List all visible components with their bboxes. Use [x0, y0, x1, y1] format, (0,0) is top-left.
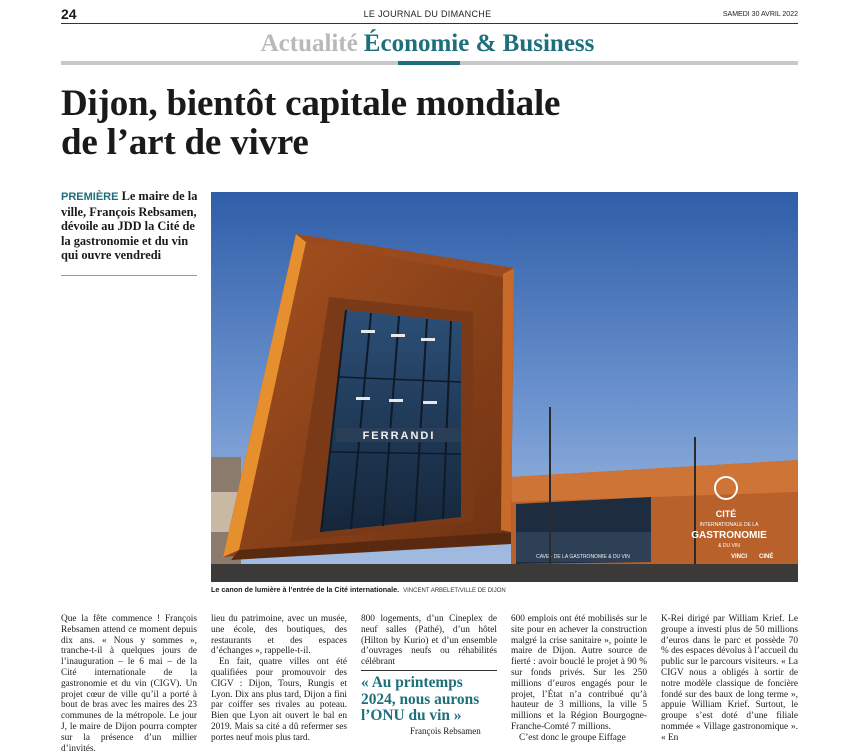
- logo-sign-1: VINCI: [731, 554, 748, 560]
- headline-line-2: de l’art de vivre: [61, 122, 309, 163]
- headline: [61, 84, 781, 162]
- column-4: [511, 614, 647, 743]
- cave-sign: CAVE · DE LA GASTRONOMIE & DU VIN: [536, 554, 630, 560]
- column-4-paragraph-1: 600 emplois ont été mobilisés sur le site pour en achever la construction malgré la crise sanitaire », pointe le maire de Dijon. Autre source de fierté : avoir bouclé le projet à 90 % sur fonds privés. Sur les 250 millions d’euros engagés pour le projet, l’État n’a contribué qu’à hauteur de 3 millions, la ville 5 millions et la Région Bourgogne-Franche-Comté 7 millions.: [511, 614, 647, 732]
- standfirst-rule: [61, 275, 197, 276]
- pullquote-attribution: François Rebsamen: [410, 726, 481, 736]
- caption-text: Le canon de lumière à l’entrée de la Cité internationale.: [211, 585, 400, 594]
- duvin-sign: & DU VIN: [718, 543, 740, 549]
- column-1: [61, 614, 197, 754]
- section-secondary: Économie & Business: [363, 30, 595, 57]
- column-5-paragraph: K-Rei dirigé par William Krief. Le groupe a investi plus de 50 millions d’euros dans le parc et possède 70 % des espaces dévolus à l’accueil du public sur le parcours visiteurs. « La CIGV nous a obligés à sortir de notre modèle classique de foncière fondé sur des baux de long terme », appuie William Krief. Surtout, le groupe s’est doté d’une filiale nommée « Village gastronomique ». « En: [661, 614, 798, 743]
- top-rule: [61, 23, 798, 24]
- column-2-paragraph-1: lieu du patrimoine, avec un musée, une école, des boutiques, des restaurants et des espaces d’échanges », rappelle-t-il.: [211, 614, 347, 657]
- issue-date: SAMEDI 30 AVRIL 2022: [722, 11, 798, 18]
- gastronomie-sign: GASTRONOMIE: [691, 530, 767, 541]
- pullquote-rule: [361, 670, 497, 671]
- photo-credit: VINCENT ARBELET/VILLE DE DIJON: [403, 588, 506, 594]
- column-3-paragraph: 800 logements, d’un Cineplex de neuf salles (Pathé), d’un hôtel (Hilton by Kurio) et d’un ensemble d’ouvrages neufs ou réhabilités célébrant: [361, 614, 497, 668]
- standfirst: [61, 189, 199, 263]
- column-2: [211, 614, 347, 743]
- ferrandi-sign: FERRANDI: [362, 430, 436, 442]
- cite-subtitle-sign: INTERNATIONALE DE LA: [699, 522, 759, 528]
- column-2-paragraph-2: En fait, quatre villes ont été qualifiées pour promouvoir des CIGV : Dijon, Tours, Rungis et Lyon. Dix ans plus tard, Dijon a fini par coiffer ses rivales au poteau. Bien que Lyon ait ouvert le bal en 2019. Mais sa cité a dû refermer ses portes neuf mois plus tard.: [211, 657, 347, 743]
- logo-sign-2: CINÉ: [759, 554, 774, 560]
- column-1-paragraph: Que la fête commence ! François Rebsamen attend ce moment depuis dix ans. « Nous y sommes », tranche-t-il à quelques jours de l’inauguration – le 6 mai – de la Cité internationale de la gastronomie et du vin (CIGV). Un projet cœur de ville qu’il a porté à bout de bras avec les maires des 23 communes de la métropole. Le jour J, le maire de Dijon pourra compter sur la présence d’un millier d’invités.: [61, 614, 197, 754]
- photo-caption: [211, 585, 798, 596]
- pull-quote: « Au printemps 2024, nous aurons l’ONU du vin »: [361, 674, 480, 724]
- section-primary: Actualité: [260, 30, 358, 57]
- cite-sign: CITÉ: [715, 509, 737, 519]
- section-header: [0, 30, 855, 58]
- standfirst-text: Le maire de la ville, François Rebsamen, dévoile au JDD la Cité de la gastronomie et du vin qui ouvre vendredi: [61, 189, 198, 263]
- column-5: [661, 614, 798, 743]
- section-rule-accent: [398, 61, 460, 65]
- column-4-paragraph-2: C’est donc le groupe Eiffage: [519, 732, 626, 743]
- kicker: PREMIÈRE: [61, 191, 119, 203]
- page-number: 24: [61, 6, 77, 22]
- article-photo: [211, 192, 798, 582]
- masthead: LE JOURNAL DU DIMANCHE: [363, 9, 492, 19]
- headline-line-1: Dijon, bientôt capitale mondiale: [61, 83, 561, 124]
